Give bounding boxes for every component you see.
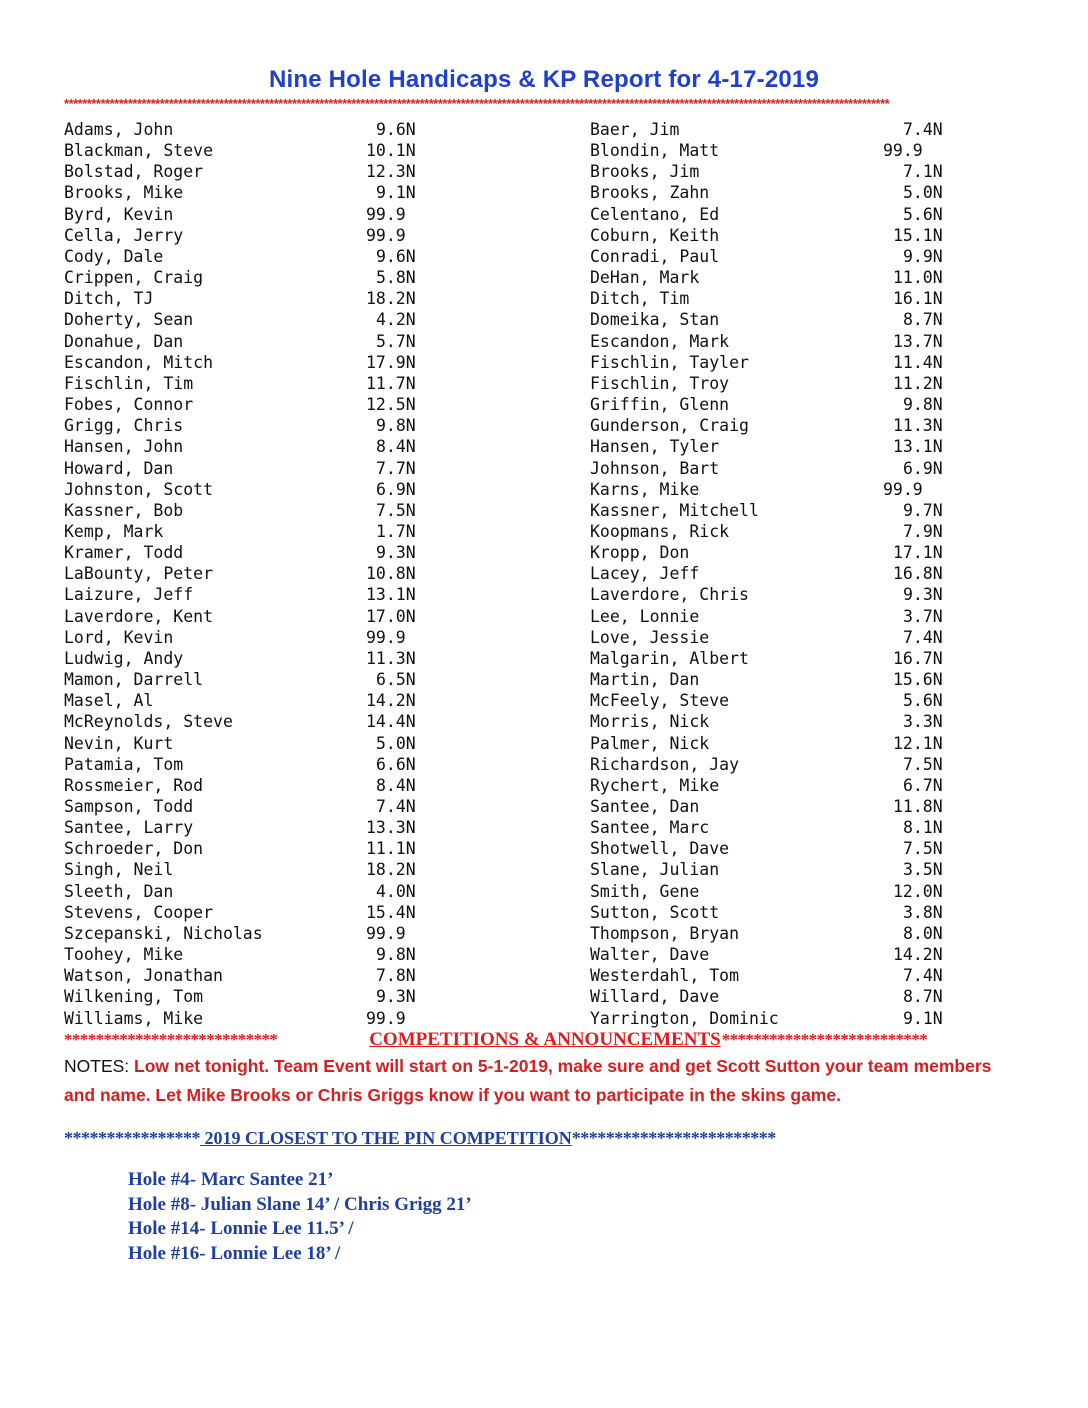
player-name: Santee, Dan: [590, 797, 700, 816]
player-handicap: 8.7N: [903, 310, 943, 330]
player-handicap: 9.3N: [376, 987, 416, 1007]
player-name: Conradi, Paul: [590, 246, 720, 266]
player-handicap: 12.5N: [366, 395, 416, 415]
competitions-title: COMPETITIONS & ANNOUNCEMENTS: [369, 1029, 721, 1050]
player-name: Willard, Dave: [590, 987, 720, 1007]
player-handicap: 99.9: [883, 141, 923, 161]
player-name: Palmer, Nick: [590, 733, 710, 753]
player-handicap: 13.7N: [893, 331, 943, 351]
player-name: McFeely, Steve: [590, 691, 730, 711]
player-name: Ditch, TJ: [64, 289, 154, 309]
player-handicap: 9.7N: [903, 500, 943, 520]
player-handicap: 17.1N: [893, 543, 943, 563]
player-name: Sampson, Todd: [64, 797, 194, 816]
notes-label: NOTES:: [64, 1056, 130, 1076]
player-handicap: 4.0N: [376, 881, 416, 901]
player-handicap: 7.8N: [376, 966, 416, 986]
player-name: Fischlin, Tim: [64, 373, 194, 393]
player-name: Williams, Mike: [64, 1008, 204, 1028]
player-handicap: 5.6N: [903, 691, 943, 711]
hole-result: Hole #8- Julian Slane 14’ / Chris Grigg 21’: [128, 1193, 472, 1215]
player-handicap: 15.1N: [893, 225, 943, 245]
player-handicap: 99.9: [883, 479, 923, 499]
player-name: Fischlin, Troy: [590, 373, 730, 393]
player-name: Smith, Gene: [590, 881, 700, 901]
player-name: Laizure, Jeff: [64, 585, 194, 605]
player-name: Ludwig, Andy: [64, 648, 184, 668]
player-name: Lacey, Jeff: [590, 564, 700, 584]
player-name: Kramer, Todd: [64, 543, 184, 563]
player-handicap: 13.3N: [366, 818, 416, 838]
player-handicap: 3.5N: [903, 860, 943, 880]
player-name: Escandon, Mark: [590, 331, 730, 351]
player-handicap: 5.0N: [903, 183, 943, 203]
player-name: Lee, Lonnie: [590, 606, 700, 626]
kp-stars-right: ************************: [571, 1128, 776, 1148]
player-name: Masel, Al: [64, 691, 154, 711]
report-title: Nine Hole Handicaps & KP Report for 4-17-2019: [268, 66, 820, 93]
player-handicap: 3.7N: [903, 606, 943, 626]
kp-title: 2019 CLOSEST TO THE PIN COMPETITION: [200, 1128, 572, 1148]
player-handicap: 99.9: [366, 225, 406, 245]
player-name: Blondin, Matt: [590, 141, 720, 161]
player-handicap: 6.6N: [376, 754, 416, 774]
player-name: Cella, Jerry: [64, 225, 184, 245]
player-name: Celentano, Ed: [590, 204, 720, 224]
player-handicap: 99.9: [366, 627, 406, 647]
player-name: Szcepanski, Nicholas: [64, 923, 263, 943]
player-handicap: 15.4N: [366, 902, 416, 922]
player-handicap: 99.9: [366, 204, 406, 224]
player-name: Fischlin, Tayler: [590, 352, 749, 372]
player-handicap: 3.8N: [903, 902, 943, 922]
player-handicap: 10.8N: [366, 564, 416, 584]
notes-text: Low net tonight. Team Event will start on 5-1-2019, make sure and get Scott Sutton your team members and name. Let Mike Brooks or Chris Griggs know if you want to participate in the skins game.: [64, 1056, 992, 1105]
player-name: Nevin, Kurt: [64, 733, 174, 753]
player-handicap: 17.9N: [366, 352, 416, 372]
player-name: Coburn, Keith: [590, 225, 720, 245]
player-handicap: 9.8N: [376, 945, 416, 965]
player-name: Slane, Julian: [590, 860, 720, 880]
player-handicap: 17.0N: [366, 606, 416, 626]
player-handicap: 16.1N: [893, 289, 943, 309]
player-handicap: 18.2N: [366, 860, 416, 880]
player-handicap: 10.1N: [366, 141, 416, 161]
player-name: Koopmans, Rick: [590, 521, 730, 541]
player-name: Laverdore, Kent: [64, 606, 214, 626]
player-name: Baer, Jim: [590, 120, 680, 139]
player-handicap: 7.4N: [376, 797, 416, 816]
player-name: Toohey, Mike: [64, 945, 184, 965]
player-handicap: 11.7N: [366, 373, 416, 393]
player-handicap: 4.2N: [376, 310, 416, 330]
player-name: Kropp, Don: [590, 543, 690, 563]
competitions-banner: [64, 1028, 1018, 1052]
player-handicap: 11.8N: [893, 797, 943, 816]
player-name: Morris, Nick: [590, 712, 710, 732]
player-name: Singh, Neil: [64, 860, 174, 880]
player-name: Sleeth, Dan: [64, 881, 174, 901]
player-handicap: 7.4N: [903, 120, 943, 139]
player-handicap: 8.4N: [376, 775, 416, 795]
notes-paragraph: [64, 1052, 1024, 1110]
player-handicap: 11.3N: [366, 648, 416, 668]
player-handicap: 7.5N: [376, 500, 416, 520]
player-handicap: 18.2N: [366, 289, 416, 309]
player-handicap: 11.1N: [366, 839, 416, 859]
player-handicap: 5.0N: [376, 733, 416, 753]
player-name: Kemp, Mark: [64, 521, 164, 541]
player-name: Shotwell, Dave: [590, 839, 730, 859]
hole-result: Hole #16- Lonnie Lee 18’ /: [128, 1242, 341, 1264]
player-handicap: 16.8N: [893, 564, 943, 584]
player-handicap: 15.6N: [893, 670, 943, 690]
player-name: Adams, John: [64, 120, 174, 139]
player-handicap: 12.1N: [893, 733, 943, 753]
player-name: Martin, Dan: [590, 670, 700, 690]
player-name: Rossmeier, Rod: [64, 775, 204, 795]
player-name: Brooks, Jim: [590, 162, 700, 182]
player-handicap: 13.1N: [366, 585, 416, 605]
player-handicap: 3.3N: [903, 712, 943, 732]
player-handicap: 7.5N: [903, 839, 943, 859]
player-name: Sutton, Scott: [590, 902, 720, 922]
player-name: Love, Jessie: [590, 627, 710, 647]
player-name: Ditch, Tim: [590, 289, 690, 309]
kp-stars-left: ****************: [64, 1128, 200, 1148]
player-handicap: 16.7N: [893, 648, 943, 668]
player-name: Doherty, Sean: [64, 310, 194, 330]
player-name: Malgarin, Albert: [590, 648, 749, 668]
player-name: Yarrington, Dominic: [590, 1008, 779, 1028]
player-handicap: 7.4N: [903, 966, 943, 986]
player-handicap: 99.9: [366, 923, 406, 943]
player-name: Johnston, Scott: [64, 479, 214, 499]
player-handicap: 9.6N: [376, 120, 416, 139]
player-handicap: 8.0N: [903, 923, 943, 943]
player-handicap: 99.9: [366, 1008, 406, 1028]
player-name: Brooks, Zahn: [590, 183, 710, 203]
player-handicap: 5.7N: [376, 331, 416, 351]
player-name: Santee, Marc: [590, 818, 710, 838]
player-handicap: 6.7N: [903, 775, 943, 795]
player-handicap: 6.5N: [376, 670, 416, 690]
closest-to-pin-banner: [64, 1125, 776, 1151]
player-name: Richardson, Jay: [590, 754, 740, 774]
player-handicap: 8.1N: [903, 818, 943, 838]
closest-to-pin-results: [128, 1168, 472, 1266]
player-name: Santee, Larry: [64, 818, 194, 838]
player-name: Thompson, Bryan: [590, 923, 740, 943]
player-name: Walter, Dave: [590, 945, 710, 965]
player-handicap: 9.6N: [376, 246, 416, 266]
player-handicap: 14.2N: [366, 691, 416, 711]
player-name: Johnson, Bart: [590, 458, 720, 478]
player-handicap: 5.8N: [376, 268, 416, 288]
player-name: Escandon, Mitch: [64, 352, 214, 372]
player-name: Laverdore, Chris: [590, 585, 749, 605]
player-handicap: 9.3N: [376, 543, 416, 563]
player-name: Bolstad, Roger: [64, 162, 204, 182]
player-name: LaBounty, Peter: [64, 564, 214, 584]
player-handicap: 9.8N: [903, 395, 943, 415]
player-handicap: 11.2N: [893, 373, 943, 393]
player-name: Griffin, Glenn: [590, 395, 730, 415]
player-handicap: 9.3N: [903, 585, 943, 605]
banner-stars-left: ***************************: [64, 1030, 278, 1049]
player-handicap: 13.1N: [893, 437, 943, 457]
player-handicap: 5.6N: [903, 204, 943, 224]
player-handicap: 9.8N: [376, 416, 416, 436]
player-name: Kassner, Bob: [64, 500, 184, 520]
player-name: Wilkening, Tom: [64, 987, 204, 1007]
player-handicap: 6.9N: [903, 458, 943, 478]
player-handicap: 6.9N: [376, 479, 416, 499]
player-name: Domeika, Stan: [590, 310, 720, 330]
player-handicap: 9.9N: [903, 246, 943, 266]
player-name: Howard, Dan: [64, 458, 174, 478]
player-name: DeHan, Mark: [590, 268, 700, 288]
player-handicap: 8.4N: [376, 437, 416, 457]
player-handicap: 12.0N: [893, 881, 943, 901]
player-handicap: 11.3N: [893, 416, 943, 436]
player-name: Karns, Mike: [590, 479, 700, 499]
player-name: Kassner, Mitchell: [590, 500, 759, 520]
player-handicap: 11.0N: [893, 268, 943, 288]
player-name: Cody, Dale: [64, 246, 164, 266]
player-name: Crippen, Craig: [64, 268, 204, 288]
player-name: Byrd, Kevin: [64, 204, 174, 224]
player-name: Mamon, Darrell: [64, 670, 204, 690]
player-name: Blackman, Steve: [64, 141, 214, 161]
player-handicap: 12.3N: [366, 162, 416, 182]
hole-result: Hole #14- Lonnie Lee 11.5’ /: [128, 1218, 354, 1239]
player-handicap: 8.7N: [903, 987, 943, 1007]
player-name: Rychert, Mike: [590, 775, 720, 795]
player-handicap: 14.4N: [366, 712, 416, 732]
player-name: Grigg, Chris: [64, 416, 184, 436]
player-name: Hansen, Tyler: [590, 437, 720, 457]
player-name: Gunderson, Craig: [590, 416, 749, 436]
player-name: Watson, Jonathan: [64, 966, 223, 986]
player-name: Patamia, Tom: [64, 754, 184, 774]
banner-stars-right: **************************: [721, 1030, 928, 1049]
player-handicap: 7.7N: [376, 458, 416, 478]
player-name: Hansen, John: [64, 437, 184, 457]
player-handicap: 14.2N: [893, 945, 943, 965]
player-handicap: 9.1N: [376, 183, 416, 203]
player-handicap: 9.1N: [903, 1008, 943, 1028]
player-name: Westerdahl, Tom: [590, 966, 740, 986]
player-handicap: 7.4N: [903, 627, 943, 647]
player-name: Brooks, Mike: [64, 183, 184, 203]
player-handicap: 7.5N: [903, 754, 943, 774]
player-handicap: 11.4N: [893, 352, 943, 372]
player-handicap: 7.9N: [903, 521, 943, 541]
player-name: Schroeder, Don: [64, 839, 204, 859]
player-name: Lord, Kevin: [64, 627, 174, 647]
hole-result: Hole #4- Marc Santee 21’: [128, 1169, 334, 1190]
player-handicap: 1.7N: [376, 521, 416, 541]
player-handicap: 7.1N: [903, 162, 943, 182]
player-name: Fobes, Connor: [64, 395, 194, 415]
top-star-rule: *************************************************************************************************************************************************************************************: [64, 97, 890, 111]
player-name: Stevens, Cooper: [64, 902, 214, 922]
player-name: Donahue, Dan: [64, 331, 184, 351]
player-name: McReynolds, Steve: [64, 712, 233, 732]
